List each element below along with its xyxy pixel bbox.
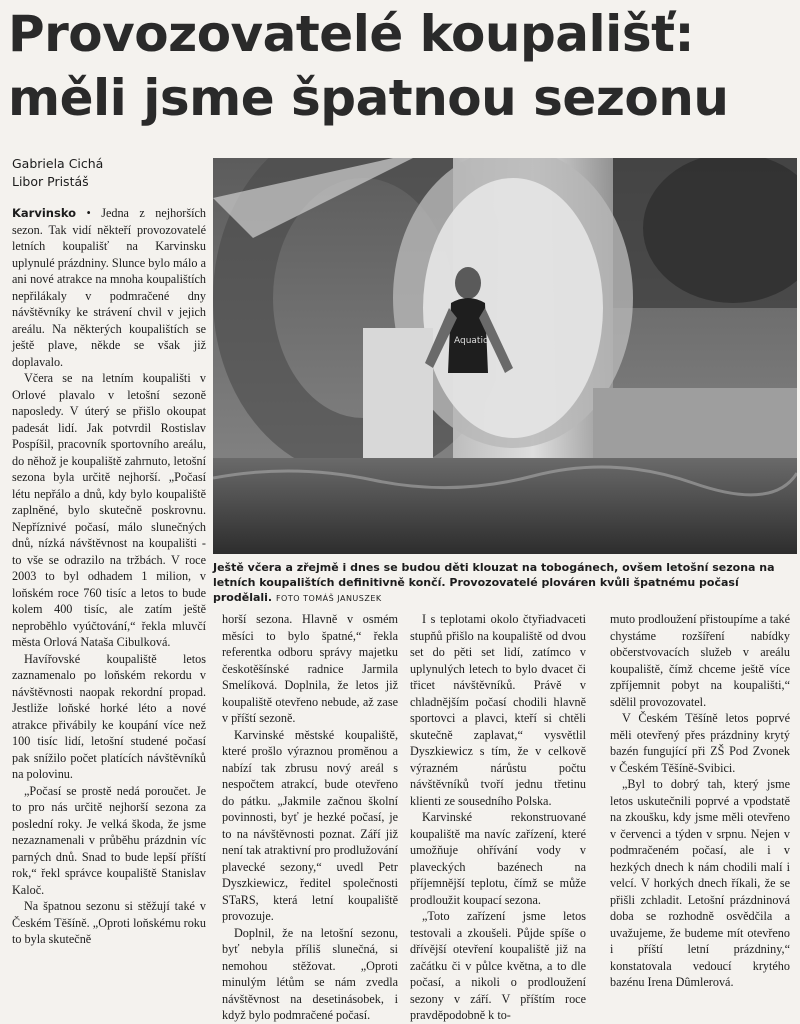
author-1: Gabriela Cichá	[12, 156, 104, 171]
caption-text: Ještě včera a zřejmě i dnes se budou děti klouzat na tobogánech, ovšem letošní sezona na letních koupalištích definitivně končí. Provozovatelé plováren kvůli špatnému počasí prodělali.	[213, 561, 775, 604]
paragraph: muto prodloužení přistoupíme a také chystáme rozšíření nabídky občerstvovacích služeb v areálu koupaliště, čímž chceme ještě více zpříjemnit pobyt na koupališti,“ sdělil provozovatel.	[610, 612, 790, 709]
paragraph: „Toto zařízení jsme letos testovali a zkoušeli. Půjde spíše o dřívější otevření koupaliště již na začátku či v půlce května, a to dle počasí, a nikoli o prodloužení sezony v září. V příštím roce pravděpodobně k to-	[410, 909, 586, 1022]
paragraph: Karvinské městské koupaliště, které prošlo výraznou proměnou a nabízí tak zbrusu nový areál s nespočtem atrakcí, bude otevřeno do pátku. „Jakmile začnou školní povinnosti, byť je hezké počasí, je to na návštěvnosti poznat. Září již není tak atraktivní pro prodlužování plavecké sezony,“ uvedl Petr Dyszkiewicz, ředitel společnosti STaRS, která letní koupaliště provozuje.	[222, 727, 398, 923]
article-column-1	[12, 205, 206, 948]
waterslide-photo	[213, 158, 797, 554]
author-2: Libor Pristáš	[12, 174, 89, 189]
paragraph: Doplnil, že na letošní sezonu, byť nebyla příliš slunečná, si nemohou stěžovat. „Oproti minulým létům se nám zvedla návštěvnost na desetinásobek, i když bylo podmračené počasí.	[222, 925, 398, 1022]
headline-line-2: měli jsme špatnou sezonu	[8, 69, 729, 127]
swimsuit-logo: Aquatic	[454, 336, 488, 346]
headline-line-1: Provozovatelé koupališť:	[8, 5, 694, 63]
byline	[12, 155, 202, 191]
paragraph: Karvinsko • Jedna z nejhorších sezon. Tak vidí někteří provozovatelé letních koupališť na Karvinsku uplynulé prázdniny. Slunce bylo málo a ani nové atrakce na mnoha koupalištích nepřilákaly v podmračené dny návštěvníky ke strávení chvil v jejich areálu. Na některých koupalištích se ještě plave, někde se však již doplavalo.	[12, 206, 206, 369]
photo-illustration	[213, 158, 797, 554]
paragraph: „Počasí se prostě nedá poroučet. Je to pro nás určitě nejhorší sezona za poslední roky. Je velká škoda, že jsme nezaznamenali v průběhu prázdnin víc parných dnů. Snad to bude lepší příští rok,“ řekl správce koupaliště Stanislav Kaloč.	[12, 783, 206, 897]
paragraph: Na špatnou sezonu si stěžují také v Českém Těšíně. „Oproti loňskému roku to byla skutečně	[12, 899, 206, 946]
paragraph: Karvinské rekonstruované koupaliště ma navíc zařízení, které umožňuje ohřívání vody v plaveckých bazénech na příjemnější teplotu, čímž se může prodloužit koupací sezona.	[410, 810, 586, 907]
paragraph: Havířovské koupaliště letos zaznamenalo po loňském rekordu v návštěvnosti naopak rekordní propad. Jestliže loňské horké léto a nové atrakce přivábily ke koupání více než 100 tisíc lidí, letošní studené počasí pak snížilo počet platících návštěvníků na polovinu.	[12, 651, 206, 781]
paragraph: I s teplotami okolo čtyřiadvaceti stupňů přišlo na koupaliště od dvou set do pěti set lidí, zatímco v uplynulých letech to bylo dvacet či třicet návštěvníků. Právě v chladnějším počasí chodili hlavně sportovci a plavci, kteří si chtěli skutečně zaplavat,“ vysvětlil Dyszkiewicz s tím, že v celkově výrazném nárůstu počtu návštěvníků tvoří jednu třetinu klienti ze sousedního Polska.	[410, 612, 586, 808]
paragraph: V Českém Těšíně letos poprvé měli otevřený přes prázdniny krytý bazén fungující při ZŠ Pod Zvonek v Českém Těšíně-Svibici.	[610, 711, 790, 775]
article-column-2	[222, 611, 398, 1024]
headline	[8, 2, 798, 130]
paragraph: Včera se na letním koupališti v Orlové plavalo v letošní sezoně naposledy. V úterý se přišlo okoupat padesát lidí. Jak potvrdil Rostislav Pospíšil, pracovník sportovního areálu, do něhož je koupaliště zahrnuto, letošní sezona byla určitě nejhorší. „Počasí létu nepřálo a dnů, kdy bylo koupaliště zaplněné, bylo skutečně poskrovnu. Nepříznivé počasí, málo slunečných dnů, nízká návštěvnost na koupališti - to vše se odrazilo na tržbách. V roce 2003 to byl odhadem 1 milion, v loňském roce 760 tisíc a letos to bude kolem 400 tisíc, ale zatím ještě neproběhlo vyúčtování,“ řekla mluvčí města Orlová Nataša Cibulková.	[12, 371, 206, 649]
photo-caption	[213, 560, 797, 606]
article-column-3	[410, 611, 586, 1024]
photo-credit: FOTO TOMÁŠ JANUSZEK	[275, 594, 382, 603]
article-column-4	[610, 611, 790, 991]
paragraph: horší sezona. Hlavně v osmém měsíci to bylo špatné,“ řekla referentka odboru správy majetku českotěšínské radnice Jarmila Smelíková. Doplnila, že letos již koupaliště otevřeno nebude, až zase v příští sezoně.	[222, 612, 398, 725]
dateline: Karvinsko	[12, 206, 77, 220]
paragraph: „Byl to dobrý tah, který jsme letos uskutečnili poprvé a vpodstatě na zkoušku, kdy jsme měli otevřeno v červenci a týden v srpnu. Nejen v podmračeném počasí, ale i v hezkých dnech k nám chodili malí i velcí. V horkých dnech říkali, že se přišli zchladit. Letošní prázdninová doba se rozhodně osvědčila a uvažujeme, že budeme mít otevřeno i příští letní prázdniny,“ konstatovala vedoucí krytého bazénu Irena Dûmlerová.	[610, 777, 790, 989]
